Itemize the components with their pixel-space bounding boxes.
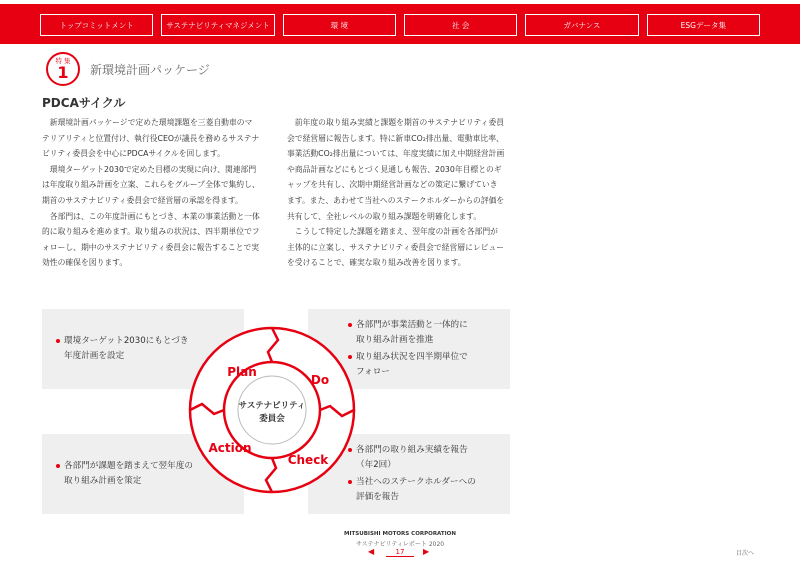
check-item-1-text: 各部門の取り組み実績を報告 （年2回） [356,445,468,470]
feature-number: 1 [57,63,69,82]
page-number: 17 [386,548,414,557]
left-paragraph-3: 各部門は、この年度計画にもとづき、本業の事業活動と一体的に取り組みを進めます。取り組みの状況は、四半期単位でフォローし、期中のサステナビリティ委員会に報告することで実効性の確保を図ります。 [42,211,260,268]
footer-brand: MITSUBISHI MOTORS CORPORATION [344,531,456,537]
feature-label: 特 集 [55,57,71,65]
nav-society[interactable]: 社 会 [404,14,517,36]
check-item-2 [348,475,502,505]
center-label-line1: サステナビリティ [238,401,306,411]
feature-title: 新環境計画パッケージ [90,63,210,77]
plan-item-1-text: 環境ターゲット2030にもとづき 年度計画を設定 [64,336,189,361]
nav-esg-data[interactable]: ESGデータ集 [647,14,760,36]
do-item-1-text: 各部門が事業活動と一体的に 取り組み計画を推進 [356,320,468,345]
action-item-1-text: 各部門が課題を踏まえて翌年度の 取り組み計画を策定 [64,461,193,486]
right-paragraph-1: 前年度の取り組み実績と課題を期首のサステナビリティ委員会で経営層に報告します。特に新車CO₂排出量、電動車比率、事業活動CO₂排出量については、年度実績に加え中期経営計画や商品計画などにもとづく見通しも報告、2030年目標とのギャップを共有し、次期中期経営計画などの策定に繋げていきます。また、あわせて当社へのステークホルダーからの評価を共有して、全社レベルの取り組み課題を明確化します。 [287,118,505,221]
do-item-1 [348,318,502,348]
top-nav-bar [0,0,800,44]
do-item-2-text: 取り組み状況を四半期単位で フォロー [356,352,468,377]
do-label: Do [310,373,330,387]
left-paragraph-2: 環境ターゲット2030で定めた目標の実現に向け、関連部門は年度取り組み計画を立案、これらをグループ全体で集約し、期首のサステナビリティ委員会で経営層の承認を得ます。 [42,164,260,205]
next-page-arrow-icon[interactable]: ▶ [423,547,430,556]
check-item-2-text: 当社へのステークホルダーへの 評価を報告 [356,477,476,502]
left-paragraph-1: 新環境計画パッケージで定めた環境課題を三菱自動車のマテリアリティと位置付け、執行役CEOが議長を務めるサステナビリティ委員会を中心にPDCAサイクルを回します。 [42,118,260,159]
prev-page-arrow-icon[interactable]: ◀ [368,547,375,556]
plan-label: Plan [227,365,257,379]
check-label: Check [287,453,329,467]
action-label: Action [208,441,252,455]
top-strip [0,0,800,4]
nav-environment[interactable]: 環 境 [283,14,396,36]
right-paragraph-2: こうして特定した課題を踏まえ、翌年度の計画を各部門が主体的に立案し、サステナビリティ委員会で経営層にレビューを受けることで、確実な取り組み改善を図ります。 [287,227,505,268]
nav-top-commitment[interactable]: トップコミットメント [40,14,153,36]
center-label-line2: 委員会 [259,414,285,424]
nav-sustainability-management[interactable]: サステナビリティマネジメント [161,14,274,36]
check-item-1 [348,443,502,473]
main-nav [40,14,760,36]
nav-governance[interactable]: ガバナンス [525,14,638,36]
section-title: PDCAサイクル [42,96,126,110]
do-item-2 [348,350,502,380]
table-of-contents-link[interactable]: 目次へ [736,550,755,557]
feature-badge [46,52,80,86]
footer-report-title: サステナビリティレポート 2020 [355,541,445,548]
right-column [287,115,505,271]
left-column [42,115,260,271]
pdca-cycle-diagram [184,322,360,498]
